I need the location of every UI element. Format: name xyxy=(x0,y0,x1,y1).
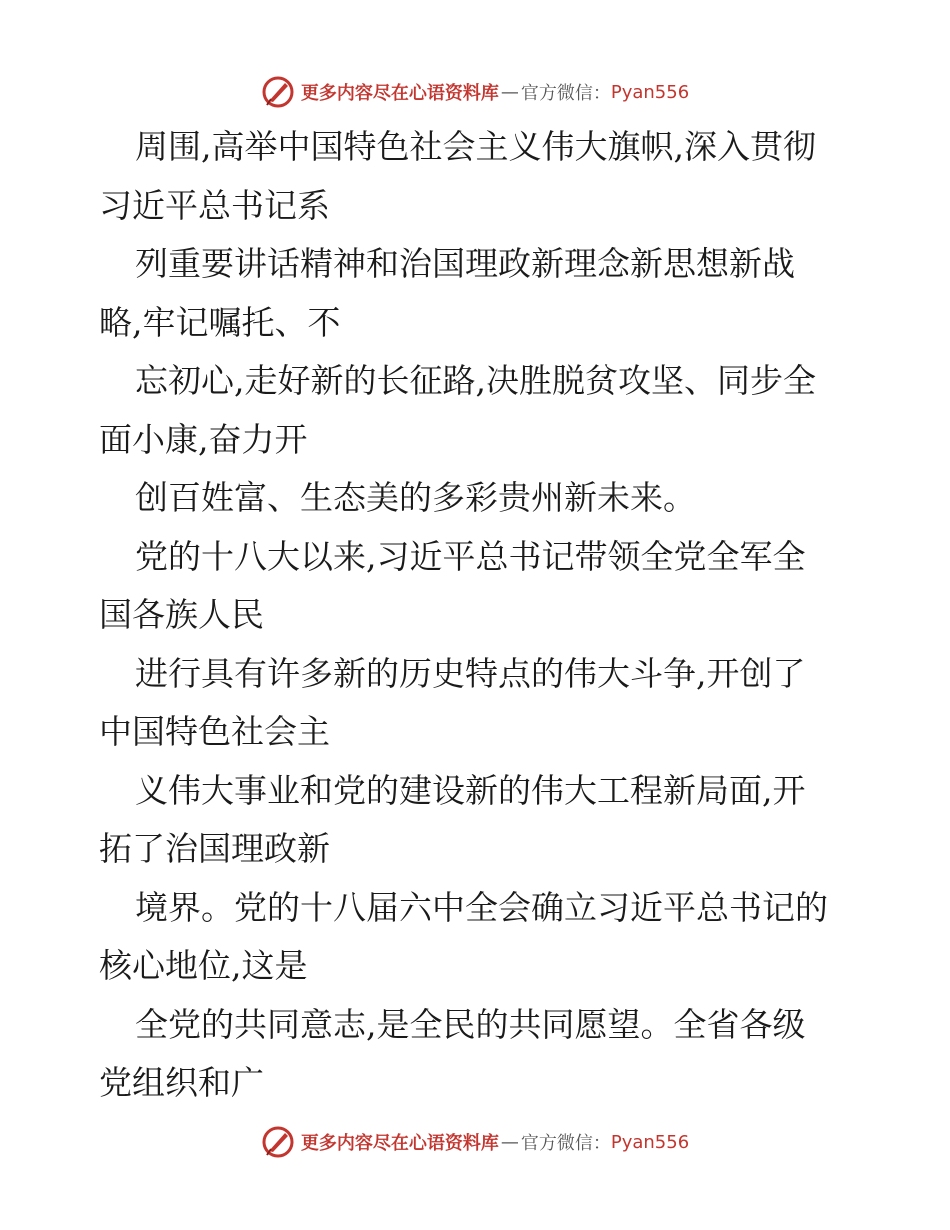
text-line: 中国特色社会主 xyxy=(99,712,330,751)
watermark-wechat-id: Pyan556 xyxy=(610,1131,690,1153)
text-line: 周围,高举中国特色社会主义伟大旗帜,深入贯彻 xyxy=(135,127,816,166)
text-line: 列重要讲话精神和治国理政新理念新思想新战 xyxy=(135,244,795,283)
text-line: 全党的共同意志,是全民的共同愿望。全省各级 xyxy=(135,1004,806,1044)
text-line: 义伟大事业和党的建设新的伟大工程新局面,开 xyxy=(135,770,806,810)
watermark-wechat-label: 官方微信： xyxy=(520,1133,611,1154)
text-line: 拓了治国理政新 xyxy=(99,829,330,868)
text-line: 进行具有许多新的历史特点的伟大斗争,开创了 xyxy=(135,653,806,693)
text-line: 党的十八大以来,习近平总书记带领全党全军全 xyxy=(135,536,806,576)
feather-pen-logo-icon xyxy=(261,1125,295,1159)
watermark-separator: — xyxy=(500,1131,519,1153)
text-line: 面小康,奋力开 xyxy=(99,419,308,459)
header-watermark xyxy=(0,72,950,112)
footer-watermark xyxy=(0,1122,950,1162)
feather-pen-logo-icon xyxy=(261,75,295,109)
text-line: 境界。党的十八届六中全会确立习近平总书记的 xyxy=(135,887,828,927)
watermark-separator: — xyxy=(500,81,519,103)
text-line: 核心地位,这是 xyxy=(99,946,308,985)
watermark-wechat-label: 官方微信： xyxy=(520,83,611,104)
watermark-wechat-id: Pyan556 xyxy=(610,81,690,103)
text-line: 国各族人民 xyxy=(99,595,264,634)
watermark-text: 更多内容尽在心语资料库 xyxy=(300,83,499,104)
text-line: 党组织和广 xyxy=(99,1063,264,1102)
text-line: 忘初心,走好新的长征路,决胜脱贫攻坚、同步全 xyxy=(135,361,816,400)
text-line: 创百姓富、生态美的多彩贵州新未来。 xyxy=(135,478,696,517)
text-line: 略,牢记嘱托、不 xyxy=(99,302,341,342)
text-line: 习近平总书记系 xyxy=(99,185,330,225)
document-body xyxy=(99,118,869,1113)
watermark-text: 更多内容尽在心语资料库 xyxy=(300,1133,499,1154)
